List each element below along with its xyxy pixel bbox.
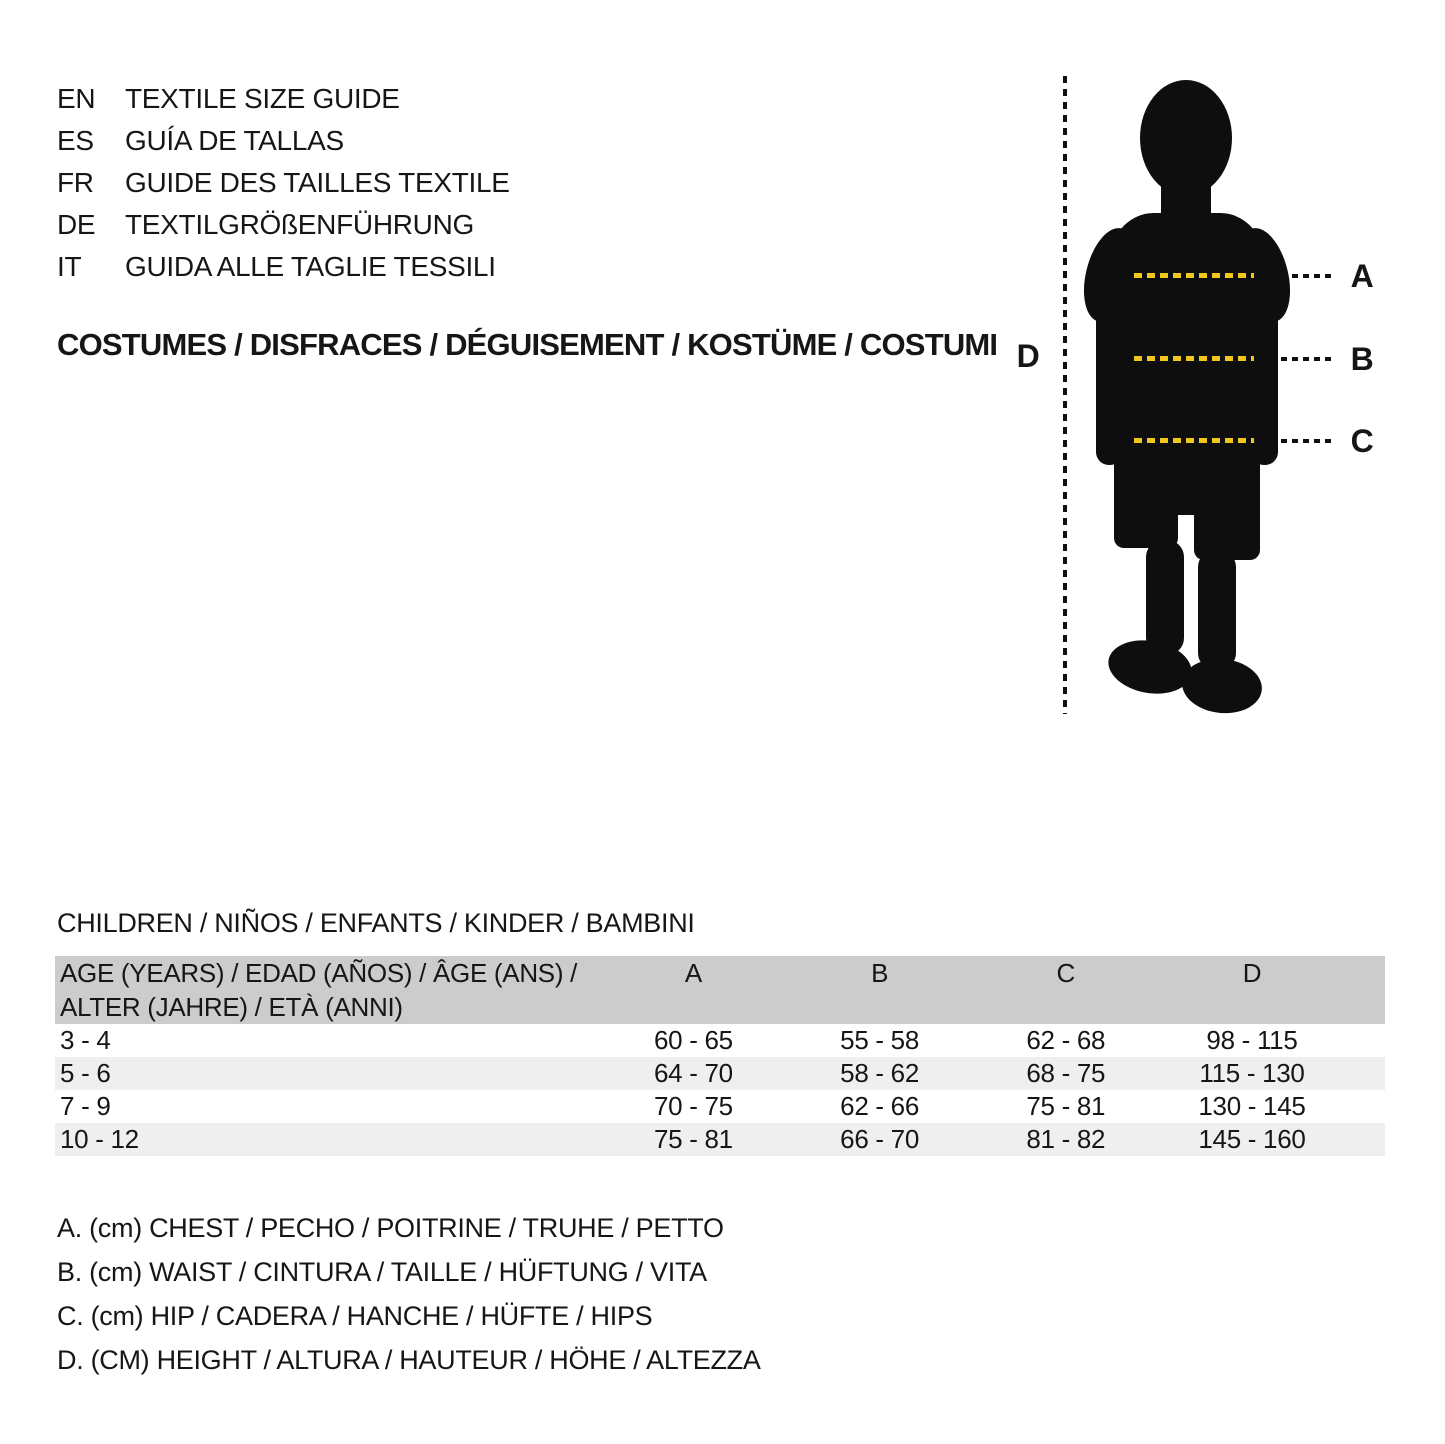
category-title: COSTUMES / DISFRACES / DÉGUISEMENT / KOSTÜME / COSTUMI: [57, 327, 998, 362]
measurement-value-cell: 81 - 82: [973, 1123, 1159, 1156]
figure-label-height: D: [1016, 338, 1040, 374]
chest-measure-line: [1134, 273, 1254, 278]
measurement-value-cell: 60 - 65: [653, 1025, 733, 1055]
size-table-header-row: [55, 956, 1385, 1024]
figure-label-hip: C: [1350, 423, 1374, 459]
language-row: [57, 78, 510, 120]
size-table-row: [55, 1123, 1385, 1156]
measurement-value-cell: 58 - 62: [787, 1057, 973, 1090]
column-header-a: A: [600, 956, 786, 1024]
language-code: FR: [57, 167, 94, 198]
language-row: [57, 162, 510, 204]
row-filler-cell: [1345, 1057, 1385, 1090]
language-label: TEXTILGRÖßENFÜHRUNG: [125, 209, 474, 240]
age-range-cell: 10 - 12: [55, 1123, 600, 1156]
language-label: GUÍA DE TALLAS: [125, 125, 344, 156]
language-row: [57, 120, 510, 162]
language-label: GUIDA ALLE TAGLIE TESSILI: [125, 251, 496, 282]
header-filler-cell: [1345, 956, 1385, 1024]
table-section-title: CHILDREN / NIÑOS / ENFANTS / KINDER / BAMBINI: [57, 908, 695, 938]
child-silhouette-icon: [1040, 70, 1340, 720]
measurement-value-cell: 64 - 70: [600, 1057, 786, 1090]
language-row: [57, 246, 510, 288]
figure-label-waist: B: [1350, 341, 1374, 377]
size-table-row: [55, 1090, 1385, 1123]
measurement-value-cell: 75 - 81: [1026, 1091, 1106, 1121]
age-range-cell: 3 - 4: [60, 1025, 111, 1055]
language-label: GUIDE DES TAILLES TEXTILE: [125, 167, 510, 198]
size-table-row: [55, 1057, 1385, 1090]
age-header-line1: AGE (YEARS) / EDAD (AÑOS) / ÂGE (ANS) /: [60, 958, 578, 988]
language-code: IT: [57, 251, 82, 282]
row-filler-cell: [1345, 1123, 1385, 1156]
legend-row: A. (cm) CHEST / PECHO / POITRINE / TRUHE / PETTO: [57, 1213, 724, 1243]
chest-callout-dashes: [1281, 274, 1331, 278]
language-code: EN: [57, 83, 96, 114]
language-row: [57, 204, 510, 246]
measurement-value-cell: 130 - 145: [1198, 1091, 1306, 1121]
language-code: ES: [57, 125, 94, 156]
measurement-value-cell: 62 - 66: [840, 1091, 920, 1121]
column-header-c: C: [973, 956, 1159, 1024]
measurement-value-cell: 75 - 81: [600, 1123, 786, 1156]
legend-row: C. (cm) HIP / CADERA / HANCHE / HÜFTE / HIPS: [57, 1301, 653, 1331]
age-range-cell: 7 - 9: [60, 1091, 111, 1121]
row-filler-cell: [1345, 1090, 1385, 1123]
age-range-cell: 5 - 6: [55, 1057, 600, 1090]
size-table-row: [55, 1024, 1385, 1057]
hip-measure-line: [1134, 438, 1254, 443]
language-code: DE: [57, 209, 96, 240]
measurement-value-cell: 98 - 115: [1206, 1025, 1298, 1055]
measurement-value-cell: 145 - 160: [1159, 1123, 1345, 1156]
age-header-line2: ALTER (JAHRE) / ETÀ (ANNI): [60, 992, 403, 1022]
hip-callout-dashes: [1281, 439, 1331, 443]
measurement-value-cell: 66 - 70: [787, 1123, 973, 1156]
measurement-value-cell: 62 - 68: [1026, 1025, 1106, 1055]
figure-label-chest: A: [1350, 258, 1374, 294]
column-header-d: D: [1159, 956, 1345, 1024]
language-label: TEXTILE SIZE GUIDE: [125, 83, 400, 114]
row-filler-cell: [1345, 1024, 1385, 1057]
legend-row: D. (CM) HEIGHT / ALTURA / HAUTEUR / HÖHE / ALTEZZA: [57, 1345, 761, 1375]
age-column-header: [55, 956, 600, 1024]
language-title-list: [57, 78, 510, 288]
measurement-legend: [57, 1206, 761, 1382]
measurement-value-cell: 68 - 75: [973, 1057, 1159, 1090]
column-header-b: B: [787, 956, 973, 1024]
waist-callout-dashes: [1281, 357, 1331, 361]
children-size-table: [55, 956, 1385, 1156]
measurement-value-cell: 70 - 75: [653, 1091, 733, 1121]
waist-measure-line: [1134, 356, 1254, 361]
measurement-value-cell: 55 - 58: [840, 1025, 920, 1055]
measurement-value-cell: 115 - 130: [1159, 1057, 1345, 1090]
legend-row: B. (cm) WAIST / CINTURA / TAILLE / HÜFTUNG / VITA: [57, 1257, 707, 1287]
